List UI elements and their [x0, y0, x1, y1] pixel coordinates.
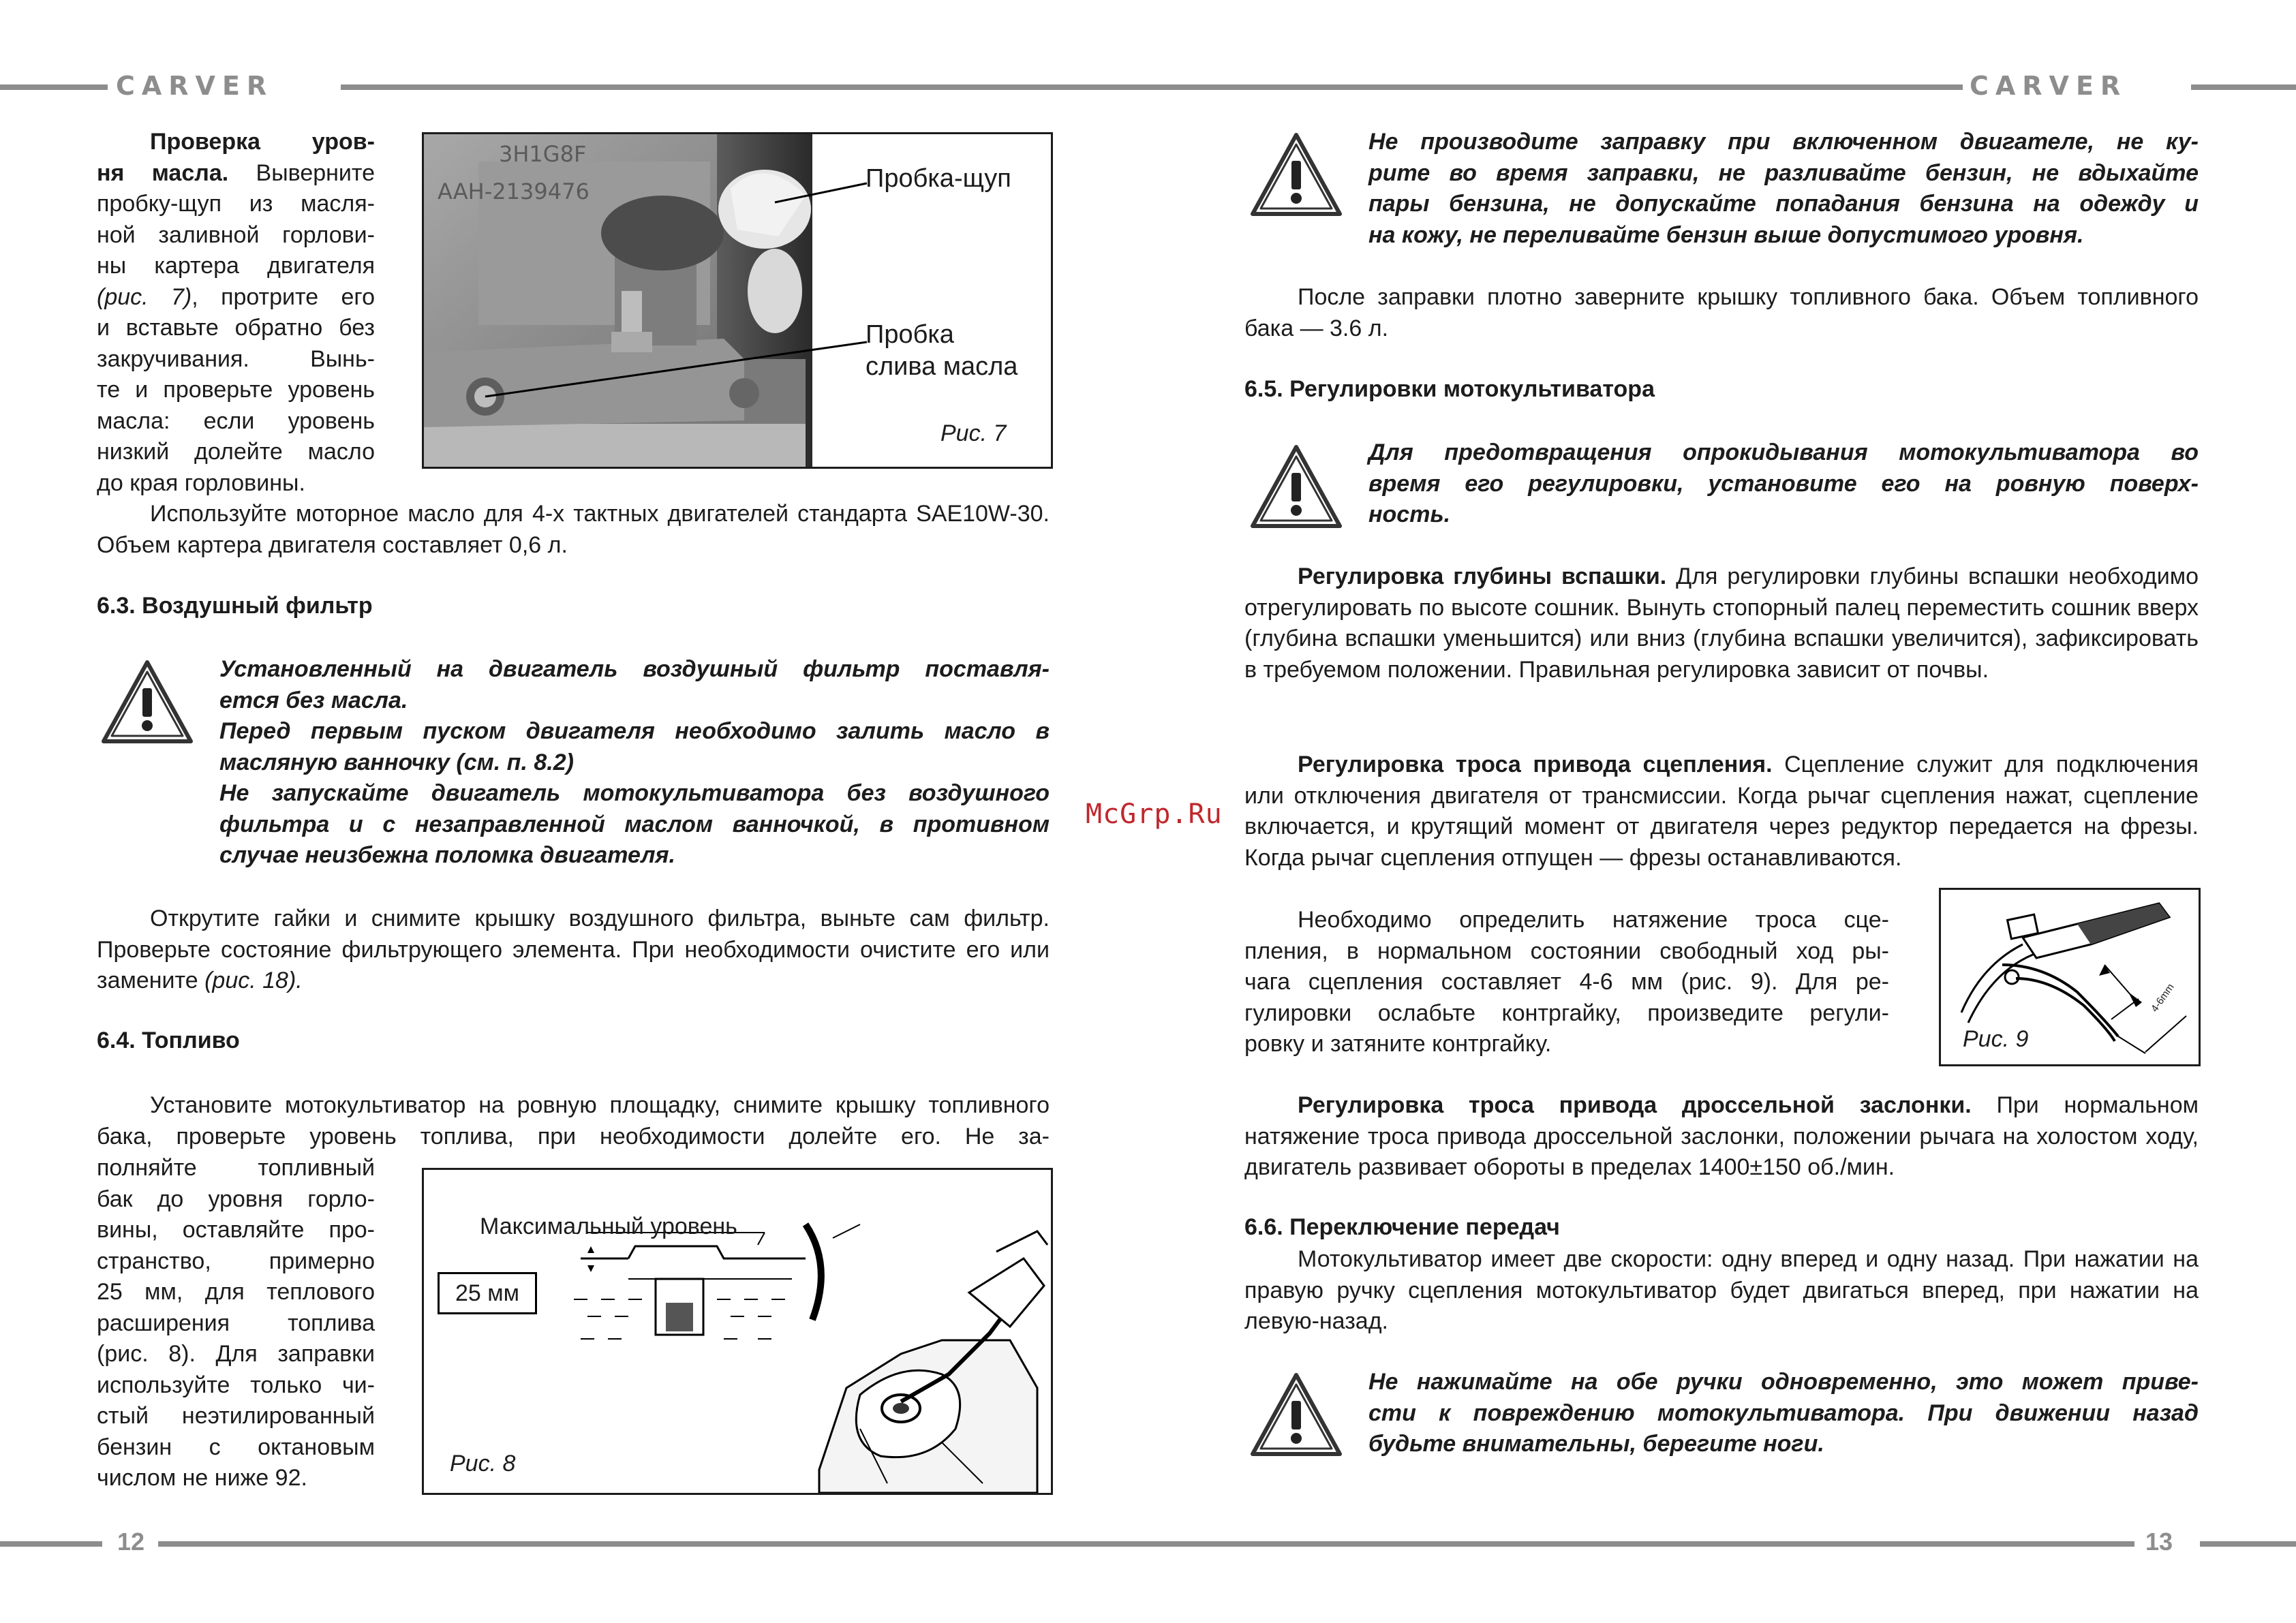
warning-line: Не запускайте двигатель мотокультиватора без воздушного	[219, 780, 1050, 806]
fig8-label-max-level: Максимальный уровень	[480, 1214, 737, 1239]
fig8-gap-box	[438, 1272, 537, 1314]
warning-icon	[1249, 131, 1344, 218]
warning-line: масляную ванночку (см. п. 8.2)	[219, 749, 574, 775]
section-6-4-title: 6.4. Топливо	[97, 1027, 240, 1053]
throttle-text: При нормальном натяжение троса привода дроссельной заслонки, положении рычага на холостом ходу, двигатель развивает обороты в пределах 1400±150 об./мин.	[1244, 1092, 2199, 1180]
engine-stamp-1: 3H1G8F	[499, 141, 587, 167]
section-6-3-title: 6.3. Воздушный фильтр	[97, 593, 373, 619]
depth-paragraph	[1244, 561, 2199, 685]
text-line: пления, в нормальном состоянии свободный ход ры-	[1244, 938, 1889, 964]
text-fragment: , протрите его	[192, 283, 375, 310]
oil-paragraph-text: Используйте моторное масло для 4-х тактных двигателей стандарта SAE10W-30. Объем картера двигателя составляет 0,6 л.	[97, 501, 1050, 558]
warning-line: случае неизбежна поломка двигателя.	[219, 842, 675, 868]
fig8-gap-label: 25 мм	[455, 1280, 519, 1306]
fuel-tank-text: После заправки плотно заверните крышку топливного бака. Объем топливного бака — 3.6 л.	[1244, 284, 2199, 341]
warning-icon	[1249, 1371, 1344, 1458]
fuel-narrow-column	[97, 1153, 375, 1494]
text-fragment: Выверните	[228, 159, 375, 186]
depth-text: Для регулировки глубины вспашки необходимо отрегулировать по высоте сошник. Вынуть стопорный палец переместить сошник вверх (глубина вспашки уменьшится) или вниз (глубина вспашки увеличится), зафиксировать в требуемом положении. Правильная регулировка зависит от почвы.	[1244, 563, 2199, 683]
text-line: 25 мм, для теплового	[97, 1279, 375, 1305]
text-line	[97, 158, 375, 189]
oil-check-heading-b: ня масла.	[97, 159, 229, 186]
throttle-heading: Регулировка троса привода дроссельной заслонки.	[1298, 1092, 1972, 1118]
text-line: масла: если уровень	[97, 407, 375, 434]
text-line: расширения топлива	[97, 1310, 375, 1336]
warning-line: фильтра и с незаправленной маслом ванночкой, в противном	[219, 811, 1050, 837]
section-6-5-title: 6.5. Регулировки мотокультиватора	[1244, 376, 1655, 402]
text-line: ны картера двигателя	[97, 253, 375, 279]
warning-line: Установленный на двигатель воздушный фильтр поставля-	[219, 656, 1050, 682]
air-filter-paragraph	[97, 903, 1050, 997]
text-line: и вставьте обратно без	[97, 315, 375, 341]
depth-heading: Регулировка глубины вспашки.	[1298, 563, 1667, 589]
warning-line: время его регулировки, установите его на ровную поверх-	[1368, 470, 2199, 497]
fig7-caption: Рис. 7	[940, 420, 1007, 446]
text-line: ровку и затяните контргайку.	[1244, 1031, 1552, 1057]
fuel-paragraph-text: Установите мотокультиватор на ровную площадку, снимите крышку топливного бака, проверьте уровень топлива, при необходимости долейте его. Не за-	[97, 1092, 1050, 1149]
warning-line: рите во время заправки, не разливайте бензин, не вдыхайте	[1368, 159, 2199, 186]
reverse-warning	[1368, 1367, 2199, 1460]
warning-line: на кожу, не переливайте бензин выше допустимого уровня.	[1368, 221, 2084, 248]
oil-check-column	[97, 127, 375, 499]
clutch-tension-column	[1244, 905, 1889, 1060]
text-line: (рис. 8). Для заправки	[97, 1341, 375, 1367]
text-line	[97, 282, 375, 313]
text-line: странство, примерно	[97, 1248, 375, 1274]
brand-logo-text: CARVER	[1970, 71, 2128, 101]
text-line: полняйте топливный	[97, 1155, 375, 1181]
text-line: стый неэтилированный	[97, 1403, 375, 1429]
warning-line: ность.	[1368, 501, 1451, 527]
figure-reference: (рис. 7)	[97, 283, 192, 310]
header-rule-right	[2191, 84, 2296, 90]
text-line	[97, 127, 375, 158]
text-line: вины, оставляйте про-	[97, 1217, 375, 1243]
page-number-right: 13	[2145, 1528, 2173, 1556]
text-line: числом не ниже 92.	[97, 1465, 307, 1491]
oil-check-heading-a: Проверка уров-	[150, 129, 375, 155]
footer-rule-middle	[158, 1541, 2134, 1547]
warning-line: Не производите заправку при включенном двигателе, не ку-	[1368, 129, 2199, 155]
figure-9	[1939, 888, 2201, 1066]
watermark: McGrp.Ru	[1086, 799, 1223, 830]
fig7-label-drain-a: Пробка	[866, 320, 954, 349]
text-line: используйте только чи-	[97, 1372, 375, 1398]
footer-rule-right	[2200, 1541, 2296, 1547]
text-line: низкий долейте масло	[97, 439, 375, 465]
header-rule-left	[0, 84, 108, 90]
fig9-caption: Рис. 9	[1963, 1026, 2029, 1052]
header-rule-middle	[341, 84, 1963, 90]
page-number-left: 12	[117, 1528, 145, 1556]
warning-line: Не нажимайте на обе ручки одновременно, это может приве-	[1368, 1369, 2199, 1395]
text-line: ной заливной горлови-	[97, 221, 375, 248]
warning-line: сти к повреждению мотокультиватора. При движении назад	[1368, 1400, 2199, 1426]
footer-rule-left	[0, 1541, 102, 1547]
text-line: закручивания. Вынь-	[97, 345, 375, 372]
warning-line: ется без масла.	[219, 687, 408, 713]
gear-shift-paragraph	[1244, 1244, 2199, 1338]
brand-logo-right	[1970, 72, 2127, 99]
fig7-label-drain-b: слива масла	[866, 352, 1018, 381]
warning-line: пары бензина, не допускайте попадания бензина на одежду и	[1368, 191, 2199, 217]
clutch-heading: Регулировка троса привода сцепления.	[1298, 752, 1773, 777]
fig9-dimension-label: 4-6mm	[2148, 981, 2177, 1015]
engine-stamp-2: AAH-2139476	[438, 179, 590, 204]
air-filter-text: Открутите гайки и снимите крышку воздушного фильтра, выньте сам фильтр. Проверьте состояние фильтрующего элемента. При необходимости очистите его или замените	[97, 906, 1050, 993]
figure-reference: (рис. 18).	[204, 968, 303, 993]
text-line: Необходимо определить натяжение троса сце-	[1298, 907, 1889, 933]
throttle-paragraph	[1244, 1090, 2199, 1184]
warning-icon	[100, 658, 195, 745]
tipping-warning	[1368, 437, 2199, 531]
section-6-6-title: 6.6. Переключение передач	[1244, 1214, 1560, 1240]
clutch-paragraph	[1244, 749, 2199, 874]
warning-line: Для предотвращения опрокидывания мотокультиватора во	[1368, 439, 2199, 465]
figure-7	[422, 132, 1053, 469]
gear-shift-text: Мотокультиватор имеет две скорости: одну вперед и одну назад. При нажатии на правую ручку сцепления мотокультиватор будет двигаться вперед, при нажатии на левую-назад.	[1244, 1246, 2199, 1334]
brand-logo-text: CARVER	[116, 71, 274, 101]
fig8-caption: Рис. 8	[450, 1451, 516, 1477]
section-6-3-warning	[219, 654, 1050, 871]
text-line: чага сцепления составляет 4-6 мм (рис. 9). Для ре-	[1244, 969, 1889, 995]
clutch-text: Сцепление служит для подключения или отключения двигателя от трансмиссии. Когда рычаг сцепления нажат, сцепление включается, и крутящий момент от двигателя через редуктор передается на фрезы. Когда рычаг сцепления отпущен — фрезы останавливаются.	[1244, 752, 2199, 871]
oil-paragraph	[97, 499, 1050, 561]
brand-logo-left	[116, 72, 273, 99]
text-line: до края горловины.	[97, 469, 305, 496]
warning-line: Перед первым пуском двигателя необходимо залить масло в	[219, 718, 1050, 744]
text-line: бак до уровня горло-	[97, 1186, 375, 1212]
text-line: бензин с октановым	[97, 1434, 375, 1460]
text-line: те и проверьте уровень	[97, 377, 375, 403]
text-line: пробку-щуп из масля-	[97, 191, 375, 217]
text-line: гулировки ослабьте контргайку, произведите регули-	[1244, 1000, 1889, 1026]
fuel-safety-warning	[1368, 127, 2199, 251]
warning-icon	[1249, 443, 1344, 530]
warning-line: будьте внимательны, берегите ноги.	[1368, 1431, 1824, 1457]
fuel-paragraph	[97, 1090, 1050, 1152]
fig7-label-dipstick: Пробка-щуп	[866, 164, 1011, 193]
fuel-tank-paragraph	[1244, 282, 2199, 344]
figure-8	[422, 1168, 1053, 1495]
